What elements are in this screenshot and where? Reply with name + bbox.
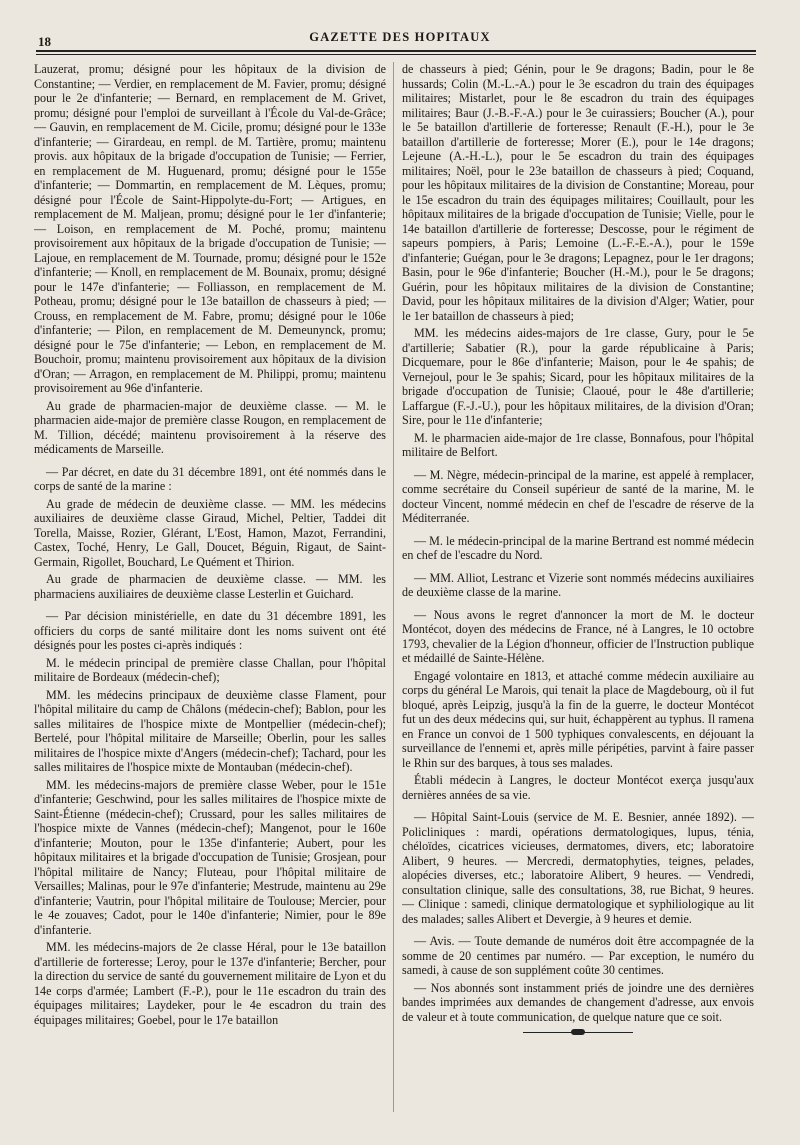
end-ornament [523, 1032, 633, 1036]
paragraph: de chasseurs à pied; Génin, pour le 9e dragons; Badin, pour le 8e hussards; Colin (M.-L.-A.) pour le 3e escadron du train des équipages militaires; Mistarlet, pour le 8e escadron du train des équipages militaires; Baur (J.-B.-F.-A.) pour le 3e cuirassiers; Boucher (A.), pour le 5e bataillon d'artillerie de forteresse; Renault (F.-H.), pour le 3e bataillon d'artillerie de forteresse; Morer (E.), pour le 14e dragons; Lejeune (A.-H.-L.), pour le 5e escadron du train des équipages militaires; Noël, pour le 23e bataillon de chasseurs à pied; Coquand, pour les hôpitaux militaires de la division de Constantine; Moreau, pour le 15e escadron du train des équipages militaires; Couillault, pour les hôpitaux militaires de la brigade d'occupation de Tunisie; Vielle, pour le 14e bataillon d'artillerie de forteresse; Descosse, pour le régiment de sapeurs pompiers, à Paris; Lemoine (L.-F.-E.-A.), pour le 159e d'infanterie; Guégan, pour le 3e dragons; Lepagnez, pour le 1er dragons; Basin, pour le 96e d'infanterie; Boucher (H.-M.), pour le 5e dragons; Guérin, pour les hôpitaux militaires de la division de Constantine; David, pour les hôpitaux militaires de la division d'Alger; Watier, pour le 1er bataillon de chasseurs à pied; [402, 62, 754, 323]
paragraph: Engagé volontaire en 1813, et attaché comme médecin auxiliaire au corps du général Le Marois, qui tenait la place de Magdebourg, où il fut bloqué, après Leipzig, jusqu'à la fin de la guerre, le docteur Montécot fut un des deux médecins qui, sur huit, échappèrent au typhus. Il ramena en France un convoi de 1 500 typhiques convalescents, en déjouant la surveillance de l'ennemi et, après mille péripéties, parvint à faire passer le Rhin sur des barques, à tous ses malades. [402, 668, 754, 770]
paragraph: Lauzerat, promu; désigné pour les hôpitaux de la division de Constantine; — Verdier, en remplacement de M. Favier, promu; désigné pour le 2e d'infanterie; — Bernard, en remplacement de M. Grivet, promu; désigné pour l'emploi de surveillant à l'École du Val-de-Grâce; — Gauvin, en remplacement de M. Cicile, promu; désigné pour le 133e d'infanterie; — Girardeau, en rempl. de M. Tartière, promu; maintenu provis. aux hôpitaux de la brigade d'occupation de Tunisie; — Ferrier, en remplacement de M. Huguenard, promu; désigné pour le 155e d'infanterie; — Dommartin, en remplacement de M. Lèques, promu; désigné pour l'École de Saint-Hippolyte-du-Fort; — Artigues, en remplacement de M. Maljean, promu; désigné pour le 1er d'infanterie; — Loison, en remplacement de M. Poché, promu; maintenu provisoirement aux hôpitaux de la brigade d'occupation de Tunisie; — Lajoue, en remplacement de M. Tournade, promu; désigné pour le 152e d'infanterie; — Knoll, en remplacement de M. Bounaix, promu; désigné pour le 147e d'infanterie; — Folliasson, en remplacement de M. Potheau, promu; désigné pour le 13e bataillon de chasseurs à pied; — Crouss, en remplacement de M. Fabre, promu; désigné pour le 106e d'infanterie; — Pilon, en remplacement de M. Demeunynck, promu; désigné pour le 75e d'infanterie; — Lebon, en remplacement de M. Bouchoir, promu; maintenu provisoirement aux hôpitaux de la division d'Oran; — Arragon, en remplacement de M. Philippi, promu; maintenu provisoirement au 96e d'infanterie. [34, 62, 386, 395]
running-head-title: GAZETTE DES HOPITAUX [309, 30, 491, 44]
paragraph: — Hôpital Saint-Louis (service de M. E. Besnier, année 1892). — Policliniques : mardi, opérations dermatologiques, lupus, ténia, chéloïdes, cicatrices vicieuses, dermatomes, divers, etc; laboratoire Alibert, 9 heures. — Mercredi, dermatophyties, teignes, pelades, alopécies diverses, etc.; laboratoire Alibert, 9 heures. — Vendredi, consultation clinique, salle des consultations, 38, rue Bichat, 9 heures. — Clinique : samedi, clinique dermatologique et syphiliologique au lit des malades; salles Alibert et Devergie, à 9 heures et demie. [402, 810, 754, 926]
paragraph: MM. les médecins-majors de 2e classe Héral, pour le 13e bataillon d'artillerie de forteresse; Leroy, pour le 137e d'infanterie; Bercher, pour la direction du service de santé du gouvernement militaire de Lyon et du 14e corps d'armée; Lambert (F.-P.), pour le 11e escadron du train des équipages militaires; Laydeker, pour le 4e escadron du train des équipages militaires; Goebel, pour le 17e bataillon [34, 940, 386, 1027]
paragraph: — Par décret, en date du 31 décembre 1891, ont été nommés dans le corps de santé de la marine : [34, 464, 386, 493]
paragraph: M. le médecin principal de première classe Challan, pour l'hôpital militaire de Bordeaux (médecin-chef); [34, 655, 386, 684]
paragraph: Au grade de médecin de deuxième classe. — MM. les médecins auxiliaires de deuxième classe Giraud, Michel, Peltier, Taddei dit Torella, Maisse, Rozier, Glérant, L'Eost, Hamon, Mazot, Ferrandini, Castex, Toché, Henry, Le Gall, Doucet, Béguin, Rigaut, de Saint-Germain, Rigollet, Bouchard, Le Quément et Thirion. [34, 496, 386, 569]
paragraph: MM. les médecins-majors de première classe Weber, pour le 151e d'infanterie; Geschwind, pour les salles militaires de l'hospice mixte de Saint-Étienne (médecin-chef); Crussard, pour les salles militaires de l'hospice mixte de Vannes (médecin-chef); Mangenot, pour le 160e d'infanterie; Mouton, pour le 135e d'infanterie; Aubert, pour les hôpitaux militaires et la brigade d'occupation de Tunisie; Grosjean, pour l'hôpital militaire de Nancy; Fluteau, pour l'hôpital militaire de Versailles; Malinas, pour le 97e d'infanterie; Mestrude, maintenu au 29e d'infanterie; Vautrin, pour l'hôpital militaire de Toulouse; Mercier, pour le 4e zouaves; Cadot, pour le 140e d'infanterie; Nimier, pour le 89e d'infanterie. [34, 777, 386, 937]
paragraph: MM. les médecins aides-majors de 1re classe, Gury, pour le 5e d'artillerie; Sabatier (R.), pour la garde républicaine à Paris; Dicquemare, pour le 86e d'infanterie; Maison, pour le 4e spahis; de Vernejoul, pour le 3e spahis; Sicard, pour les hôpitaux militaires de la brigade d'occupation de Tunisie; Claoué, pour le 48e d'artillerie; Laffargue (F.-J.-U.), pour les hôpitaux militaires, de la division d'Oran; Sire, pour le 11e d'infanterie; [402, 326, 754, 427]
paragraph: — Avis. — Toute demande de numéros doit être accompagnée de la somme de 20 centimes par numéro. — Par exception, le numéro du samedi, à cause de son supplément coûte 30 centimes. [402, 934, 754, 977]
header-rule [36, 50, 756, 55]
right-column [402, 62, 754, 1132]
paragraph: — Nous avons le regret d'annoncer la mort de M. le docteur Montécot, doyen des médecins de France, né à Langres, le 10 octobre 1793, chevalier de la Légion d'honneur, officier de l'Instruction publique et médaillé de Sainte-Hélène. [402, 607, 754, 665]
column-divider [393, 62, 394, 1112]
paragraph: M. le pharmacien aide-major de 1re classe, Bonnafous, pour l'hôpital militaire de Belfort. [402, 430, 754, 459]
left-column [34, 62, 386, 1132]
paragraph: Établi médecin à Langres, le docteur Montécot exerça jusqu'aux dernières années de sa vie. [402, 773, 754, 802]
paragraph: — M. le médecin-principal de la marine Bertrand est nommé médecin en chef de l'escadre du Nord. [402, 533, 754, 562]
paragraph: — MM. Alliot, Lestranc et Vizerie sont nommés médecins auxiliaires de deuxième classe de la marine. [402, 570, 754, 599]
paragraph: Au grade de pharmacien de deuxième classe. — MM. les pharmaciens auxiliaires de deuxième classe Lesterlin et Guichard. [34, 572, 386, 601]
paragraph: — M. Nègre, médecin-principal de la marine, est appelé à remplacer, comme secrétaire du Conseil supérieur de santé de la marine, M. le docteur Vincent, nommé médecin en chef de l'escadre de réserve de la Méditerranée. [402, 467, 754, 525]
page-number: 18 [38, 34, 51, 49]
paragraph: — Nos abonnés sont instamment priés de joindre une des dernières bandes imprimées aux demandes de changement d'adresse, aux envois de valeur et à toute communication, de quelque nature que ce soit. [402, 980, 754, 1024]
paragraph: Au grade de pharmacien-major de deuxième classe. — M. le pharmacien aide-major de première classe Rougon, en remplacement de M. Tillion, décédé; maintenu provisoirement à la réserve des médicaments de Marseille. [34, 398, 386, 456]
paragraph: MM. les médecins principaux de deuxième classe Flament, pour l'hôpital militaire du camp de Châlons (médecin-chef); Bablon, pour les salles militaires de l'hospice mixte de Montpellier (médecin-chef); Bertelé, pour l'hôpital militaire de Marseille; Oberlin, pour les salles militaires de l'hospice mixte d'Angers (médecin-chef); Tachard, pour les salles militaires de l'hospice mixte de Montauban (médecin-chef). [34, 687, 386, 774]
paragraph: — Par décision ministérielle, en date du 31 décembre 1891, les officiers du corps de santé militaire dont les noms suivent ont été désignés pour les postes ci-après indiqués : [34, 609, 386, 652]
